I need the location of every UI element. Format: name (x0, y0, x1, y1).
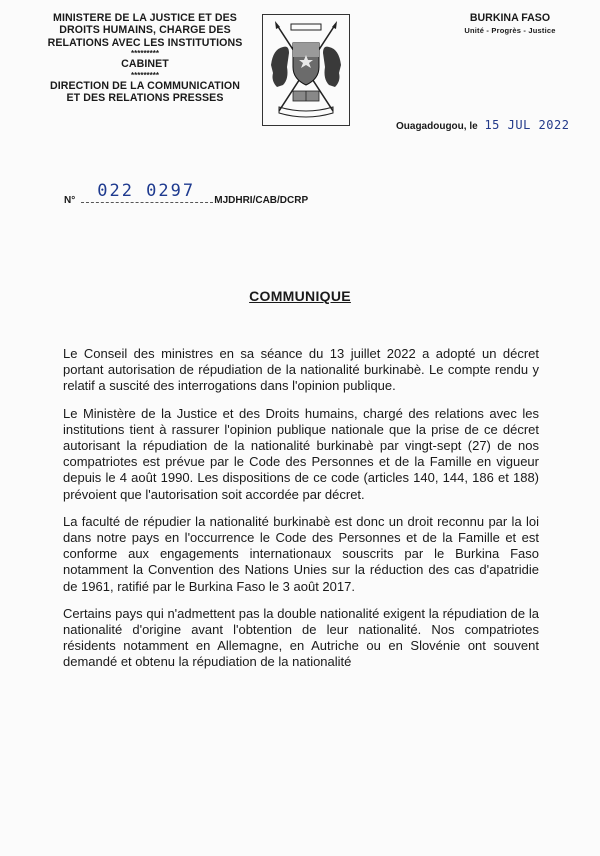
paragraph: La faculté de répudier la nationalité burkinabè est donc un droit reconnu par la loi dans notre pays en l'occurrence le Code des Personnes et de la Famille et est conforme aux engagements internationaux souscrits par le Burkina Faso notamment la Convention des Nations Unies sur la réduction des cas d'apatridie de 1961, ratifié par le Burkina Faso le 3 août 2017. (63, 513, 539, 594)
reference-prefix: N° (64, 195, 76, 206)
date-stamp: 15 JUL 2022 (484, 118, 570, 132)
country-header (440, 12, 580, 37)
place-label: Ouagadougou, le (396, 121, 478, 132)
separator-stars: ********* (130, 70, 160, 80)
direction-line-1: DIRECTION DE LA COMMUNICATION (49, 79, 241, 92)
country-name: BURKINA FASO (469, 12, 551, 24)
coat-of-arms-icon (263, 15, 349, 125)
paragraph: Certains pays qui n'admettent pas la double nationalité exigent la répudiation de la nationalité d'origine avant l'obtention de leur nationalité. Nos compatriotes résidents notamment en Allemagne, en Autriche ou en Slovénie ont souvent demandé et obtenu la répudiation de la nationalité (63, 605, 539, 670)
paragraph: Le Conseil des ministres en sa séance du 13 juillet 2022 a adopté un décret portant autorisation de répudiation de la nationalité burkinabè. Le compte rendu y relatif a suscité des interrogations dans l'opinion publique. (63, 346, 539, 394)
ministry-name-line-3: RELATIONS AVEC LES INSTITUTIONS (47, 36, 243, 49)
title-text: COMMUNIQUE (249, 288, 351, 304)
reference-number (64, 181, 309, 206)
ministry-header (30, 12, 260, 104)
ministry-name-line-1: MINISTERE DE LA JUSTICE ET DES (53, 12, 237, 24)
reference-field (81, 181, 213, 203)
coat-of-arms-emblem (262, 14, 350, 126)
document-body (63, 346, 539, 682)
paragraph: Le Ministère de la Justice et des Droits humains, chargé des relations avec les institutions tient à rassurer l'opinion publique nationale que la prise de ce décret autorisant la répudiation de la nationalité burkinabè par vingt-sept (27) de nos compatriotes est prévue par le Code des Personnes et de la Famille en vigueur depuis le 4 août 1990. Les dispositions de ce code (articles 140, 144, 186 et 188) prévoient que l'autorisation soit accordée par décret. (63, 405, 539, 502)
direction-line-2: ET DES RELATIONS PRESSES (66, 92, 224, 105)
reference-suffix: MJDHRI/CAB/DCRP (214, 195, 309, 206)
reference-stamp-number: 022 0297 (97, 181, 196, 201)
separator-stars: ********* (130, 49, 160, 59)
document-title (0, 288, 600, 306)
national-motto: Unité - Progrès - Justice (464, 26, 556, 35)
place-and-date (396, 118, 569, 132)
cabinet-label: CABINET (121, 58, 169, 71)
ministry-name-line-2: DROITS HUMAINS, CHARGE DES (59, 24, 231, 37)
